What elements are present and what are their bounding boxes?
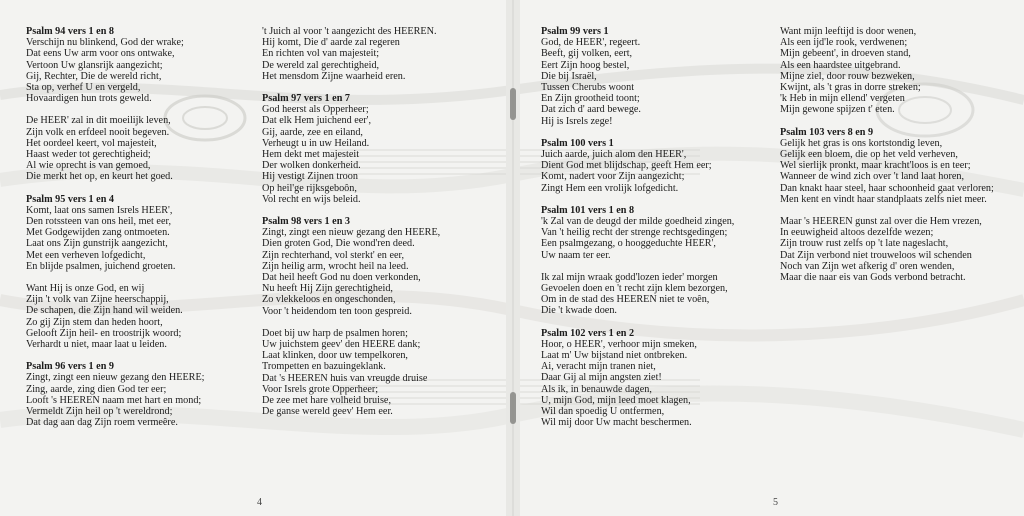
verse-line: Verheugt u in uw Heiland. [262, 137, 370, 149]
verse-line: Laat klinken, door uw tempelkoren, [262, 350, 408, 362]
verse-line: Nu heeft Hij Zijn gerechtigheid, [262, 283, 393, 295]
psalm-block [262, 216, 502, 317]
verse-line: Hij vestigt Zijnen troon [262, 171, 358, 183]
psalm-heading: Psalm 102 vers 1 en 2 [541, 327, 635, 339]
psalm-heading: Psalm 97 vers 1 en 7 [262, 93, 350, 105]
verse-line: Tussen Cherubs woont [541, 82, 635, 94]
verse-line: Als een ijd'le rook, verdwenen; [780, 37, 908, 49]
page-number: 5 [773, 497, 778, 508]
verse-line: Die 't kwade doen. [541, 305, 617, 317]
verse-line: Dien groten God, Die wond'ren deed. [262, 238, 415, 250]
verse-line: Laat ons Zijn gunstrijk aangezicht, [26, 238, 168, 250]
verse-line: Want Hij is onze God, en wij [26, 283, 145, 295]
psalm-heading: Psalm 95 vers 1 en 4 [26, 193, 114, 205]
verse-line: Zijn volk en erfdeel nooit begeven. [26, 126, 170, 138]
verse-line: De schapen, die Zijn hand wil weiden. [26, 305, 183, 317]
verse-line: Vertoon Uw glansrijk aangezicht; [26, 59, 163, 71]
psalm-block [26, 26, 266, 104]
verse-line: Laat m' Uw bijstand niet ontbreken. [541, 350, 688, 362]
verse-line: Uw naam ter eer. [541, 249, 611, 261]
verse-line: Vol recht en wijs beleid. [262, 193, 361, 205]
verse-block [262, 328, 502, 418]
verse-line: Maar 's HEEREN gunst zal over die Hem vrezen, [780, 216, 982, 228]
verse-line: Gelijk het gras is ons kortstondig leven, [780, 137, 943, 149]
verse-line: Ai, veracht mijn tranen niet, [541, 361, 656, 373]
verse-line: Het oordeel keert, vol majesteit, [26, 137, 157, 149]
verse-block [780, 216, 1020, 283]
verse-line: De ganse wereld geev' Hem eer. [262, 406, 393, 418]
verse-line: Dient God met blijdschap, geeft Hem eer; [541, 160, 712, 172]
psalm-block [541, 26, 781, 127]
verse-line: Ik zal mijn wraak godd'lozen ieder' morgen [541, 271, 718, 283]
verse-block [780, 26, 1020, 116]
psalm-heading: Psalm 99 vers 1 [541, 26, 609, 37]
verse-line: 'k Zal van de deugd der milde goedheid zingen, [541, 216, 735, 228]
verse-line: Trompetten en bazuingeklank. [262, 361, 386, 373]
page-5-column-1 [541, 26, 781, 440]
verse-line: Want mijn leeftijd is door wenen, [780, 26, 917, 37]
page-4-column-2 [262, 26, 502, 429]
verse-line: Daar Gij al mijn angsten ziet! [541, 372, 662, 384]
verse-line: Zijn trouw rust zelfs op 't late nageslacht, [780, 238, 949, 250]
verse-line: Als een haardstee uitgebrand. [780, 59, 901, 71]
verse-line: Haast weder tot gerechtigheid; [26, 149, 151, 161]
verse-line: Wil dan spoedig U ontfermen, [541, 406, 665, 418]
verse-line: Dat 's HEEREN huis van vreugde druise [262, 372, 428, 384]
verse-line: Hem dekt met majesteit [262, 149, 360, 161]
verse-line: Der wolken donkerheid. [262, 160, 361, 172]
verse-line: Van 't heilig recht der strenge rechtsgedingen; [541, 227, 728, 239]
verse-line: Hij is Isrels zege! [541, 115, 613, 127]
verse-line: Zijn heilig arm, wrocht heil na leed. [262, 260, 409, 272]
verse-line: Dat Zijn verbond niet trouweloos wil schenden [780, 249, 972, 261]
verse-line: Zijn 't volk van Zijne heerschappij, [26, 294, 169, 306]
psalm-heading: Psalm 94 vers 1 en 8 [26, 26, 114, 37]
verse-line: Uw juichstem geev' den HEERE dank; [262, 339, 421, 351]
verse-line: Hij komt, Die d' aarde zal regeren [262, 37, 400, 49]
verse-line: En Zijn grootheid toont; [541, 93, 640, 105]
verse-line: Zing, aarde, zing dien God ter eer; [26, 383, 167, 395]
verse-block [26, 283, 266, 350]
verse-line: Verhardt u niet, maar laat u leiden. [26, 339, 167, 351]
verse-line: Noch van Zijn wet afkerig d' oren wenden, [780, 260, 955, 272]
verse-line: Mijne ziel, door rouw bezweken, [780, 70, 915, 82]
psalm-block [780, 127, 1020, 205]
verse-line: Al wie oprecht is van gemoed, [26, 160, 151, 172]
verse-line: Verschijn nu blinkend, God der wrake; [26, 37, 184, 49]
verse-line: Met een verheven lofgedicht, [26, 249, 146, 261]
verse-line: Men kent en vindt haar standplaats zelfs niet meer. [780, 193, 987, 205]
verse-line: Zo vlekkeloos en ongeschonden, [262, 294, 396, 306]
verse-line: In eeuwigheid altoos dezelfde wezen; [780, 227, 934, 239]
verse-line: God heerst als Opperheer; [262, 104, 369, 116]
verse-line: En richten vol van majesteit; [262, 48, 380, 60]
verse-line: Voor 't heidendom ten toon gespreid. [262, 305, 412, 317]
verse-block [262, 26, 502, 82]
verse-line: Gij, aarde, zee en eiland, [262, 126, 363, 138]
staple-top [510, 88, 516, 120]
verse-line: Die merkt het op, en keurt het goed. [26, 171, 173, 183]
verse-line: Dat eens Uw arm voor ons ontwake, [26, 48, 175, 60]
verse-line: Beeft, gij volken, eert, [541, 48, 633, 60]
verse-line: God, de HEER', regeert. [541, 37, 641, 49]
verse-line: Vermeldt Zijn heil op 't wereldrond; [26, 406, 173, 418]
verse-line: Gij, Rechter, Die de wereld richt, [26, 70, 162, 82]
psalm-heading: Psalm 101 vers 1 en 8 [541, 204, 635, 216]
verse-line: U, mijn God, mijn leed moet klagen, [541, 394, 691, 406]
verse-line: Het mensdom Zijne waarheid eren. [262, 70, 406, 82]
verse-line: Dat dag aan dag Zijn roem vermeêre. [26, 417, 178, 429]
verse-line: Doet bij uw harp de psalmen horen; [262, 327, 408, 339]
verse-line: Maar die naar eis van Gods verbond betracht. [780, 272, 966, 284]
verse-block [26, 115, 266, 182]
verse-line: Dat elk Hem juichend eer', [262, 115, 372, 127]
verse-line: Voor Isrels grote Opperheer; [262, 383, 379, 395]
verse-line: Hoor, o HEER', verhoor mijn smeken, [541, 338, 697, 350]
verse-line: Eert Zijn hoog bestel, [541, 59, 630, 71]
page-5-column-2 [780, 26, 1020, 294]
psalm-heading: Psalm 103 vers 8 en 9 [780, 126, 874, 138]
verse-line: Gelijk een bloem, die op het veld verheven, [780, 149, 958, 161]
verse-line: Een psalmgezang, o hooggeduchte HEER', [541, 238, 716, 250]
verse-line: 't Juich al voor 't aangezicht des HEEREN. [262, 26, 437, 37]
verse-line: Zijn rechterhand, vol sterkt' en eer, [262, 249, 405, 261]
psalm-heading: Psalm 98 vers 1 en 3 [262, 216, 350, 228]
verse-line: De zee met hare volheid bruise, [262, 395, 391, 407]
verse-line: Dan knakt haar steel, haar schoonheid gaat verloren; [780, 182, 994, 194]
page-4-column-1 [26, 26, 266, 440]
verse-line: Mijn gewone spijzen t' eten. [780, 104, 895, 116]
psalm-heading: Psalm 96 vers 1 en 9 [26, 361, 114, 373]
staple-bottom [510, 392, 516, 424]
verse-line: Mijn gebeent', in droeven stand, [780, 48, 911, 60]
verse-line: Zingt, zingt een nieuw gezang den HEERE; [26, 372, 205, 384]
verse-line: Dat heil heeft God nu doen verkonden, [262, 272, 421, 284]
verse-line: Zingt Hem een vrolijk lofgedicht. [541, 182, 679, 194]
psalm-heading: Psalm 100 vers 1 [541, 137, 614, 149]
verse-line: Den rotssteen van ons heil, met eer, [26, 216, 172, 228]
verse-line: Met Godgewijden zang ontmoeten. [26, 227, 170, 239]
verse-line: Hovaardigen hun trots geweld. [26, 93, 152, 105]
verse-line: Als ik, in benauwde dagen, [541, 383, 652, 395]
verse-line: Looft 's HEEREN naam met hart en mond; [26, 394, 202, 406]
psalm-block [541, 328, 781, 429]
verse-line: Gelooft Zijn heil- en troostrijk woord; [26, 327, 182, 339]
psalm-block [541, 138, 781, 194]
verse-line: De wereld zal gerechtigheid, [262, 59, 380, 71]
verse-line: Sta op, verhef U en vergeld, [26, 82, 141, 94]
verse-block [541, 272, 781, 317]
verse-line: Dat zich d' aard bewege. [541, 104, 641, 116]
verse-line: Om in de stad des HEEREN niet te voên, [541, 294, 710, 306]
verse-line: Wil mij door Uw macht beschermen. [541, 417, 692, 429]
verse-line: Kwijnt, als 't gras in dorre streken; [780, 82, 921, 94]
verse-line: Gevoelen doen en 't recht zijn klem bezorgen, [541, 283, 728, 295]
verse-line: De HEER' zal in dit moeilijk leven, [26, 115, 171, 127]
verse-line: Komt, nadert voor Zijn aangezicht; [541, 171, 685, 183]
page-number: 4 [257, 497, 262, 508]
verse-line: 'k Heb in mijn ellend' vergeten [780, 93, 905, 105]
psalm-block [26, 361, 266, 428]
verse-line: Zingt, zingt een nieuw gezang den HEERE, [262, 227, 441, 239]
verse-line: Wel sierlijk pronkt, maar kracht'loos is en teer; [780, 160, 971, 172]
verse-line: Op heil'ge rijksgeboôn, [262, 182, 357, 194]
verse-line: Wanneer de wind zich over 't land laat horen, [780, 171, 965, 183]
verse-line: Komt, laat ons samen Isrels HEER', [26, 204, 173, 216]
verse-line: Die bij Israël, [541, 70, 597, 82]
psalm-block [262, 93, 502, 205]
psalm-block [26, 194, 266, 272]
verse-line: Juich aarde, juich alom den HEER', [541, 149, 687, 161]
verse-line: Zo gij Zijn stem dan heden hoort, [26, 316, 163, 328]
psalm-block [541, 205, 781, 261]
verse-line: En blijde psalmen, juichend groeten. [26, 260, 176, 272]
